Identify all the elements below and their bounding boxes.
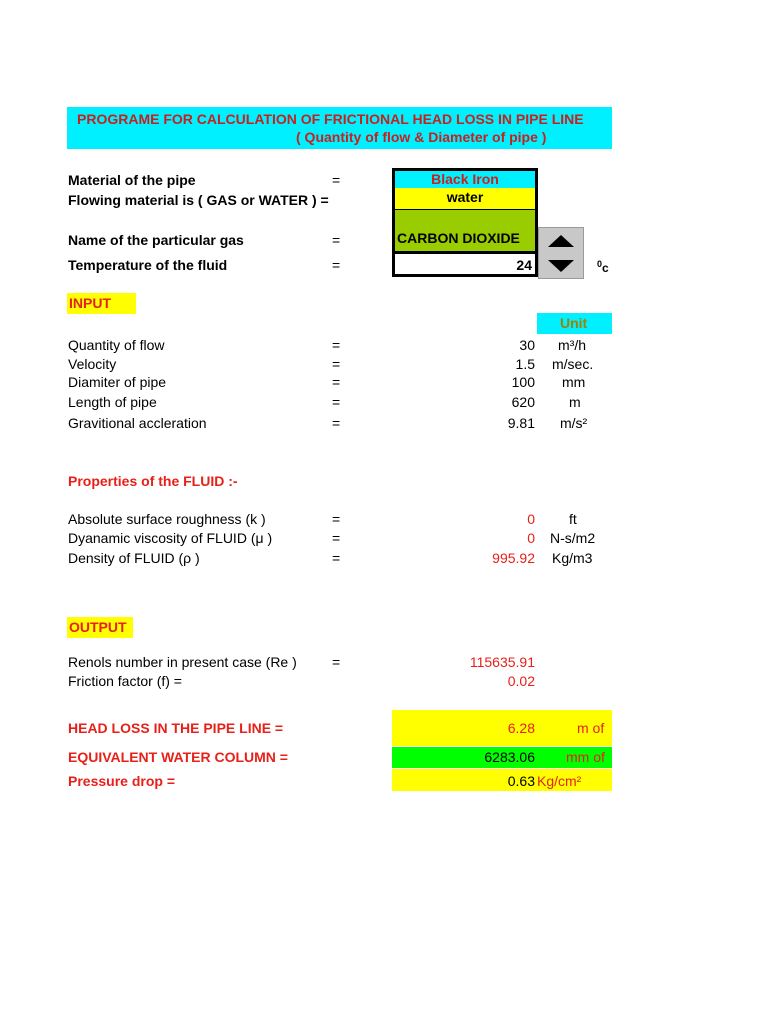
output-eq: = — [332, 654, 341, 670]
input-unit-gravity: m/s² — [560, 415, 588, 431]
gas-name-value: CARBON DIOXIDE — [397, 230, 520, 246]
input-label-velocity: Velocity — [68, 356, 117, 372]
triangle-down-icon — [548, 260, 574, 272]
input-eq: = — [332, 374, 341, 390]
material-value[interactable]: Black Iron — [392, 168, 538, 191]
material-label: Material of the pipe — [68, 172, 196, 188]
title-bar — [67, 107, 612, 149]
input-value-gravity[interactable]: 9.81 — [507, 415, 535, 431]
water-column-unit: mm of — [566, 749, 605, 765]
input-unit-diameter: mm — [562, 374, 586, 390]
input-eq: = — [332, 337, 341, 353]
input-heading: INPUT — [69, 295, 111, 311]
temperature-unit-text: c — [602, 261, 609, 275]
input-value-length[interactable]: 620 — [511, 394, 535, 410]
spin-up-button[interactable] — [539, 228, 583, 253]
input-label-flow: Quantity of flow — [68, 337, 165, 353]
flowing-material-label: Flowing material is ( GAS or WATER ) = — [68, 192, 329, 208]
input-value-flow[interactable]: 30 — [519, 337, 535, 353]
output-label-friction: Friction factor (f) = — [68, 673, 182, 689]
prop-value-roughness: 0 — [527, 511, 535, 527]
temperature-value: 24 — [516, 257, 532, 273]
flowing-material-value[interactable]: water — [392, 188, 538, 212]
water-column-value: 6283.06 — [484, 749, 535, 765]
temperature-field[interactable] — [392, 251, 538, 277]
prop-label-viscosity: Dyanamic viscosity of FLUID (μ ) — [68, 530, 273, 546]
output-label-reynolds: Renols number in present case (Re ) — [68, 654, 297, 670]
input-label-diameter: Diamiter of pipe — [68, 374, 167, 390]
input-label-gravity: Gravitional accleration — [68, 415, 207, 431]
input-value-velocity[interactable]: 1.5 — [515, 356, 535, 372]
input-eq: = — [332, 394, 341, 410]
output-value-friction: 0.02 — [507, 673, 535, 689]
page-subtitle: ( Quantity of flow & Diameter of pipe ) — [296, 129, 547, 145]
head-loss-value: 6.28 — [507, 720, 535, 736]
pressure-drop-value: 0.63 — [507, 773, 535, 789]
input-value-diameter[interactable]: 100 — [511, 374, 535, 390]
input-eq: = — [332, 415, 341, 431]
temperature-spinner[interactable] — [538, 227, 584, 279]
water-column-label: EQUIVALENT WATER COLUMN = — [68, 749, 288, 765]
prop-label-density: Density of FLUID (ρ ) — [68, 550, 200, 566]
input-eq: = — [332, 356, 341, 372]
prop-unit-roughness: ft — [569, 511, 577, 527]
page-title: PROGRAME FOR CALCULATION OF FRICTIONAL HEAD LOSS IN PIPE LINE — [77, 111, 584, 127]
gas-name-eq: = — [332, 232, 341, 248]
prop-eq: = — [332, 550, 341, 566]
properties-heading: Properties of the FLUID :- — [68, 473, 238, 489]
output-value-reynolds: 115635.91 — [469, 654, 535, 670]
input-label-length: Length of pipe — [68, 394, 157, 410]
prop-unit-density: Kg/m3 — [552, 550, 593, 566]
prop-value-viscosity: 0 — [527, 530, 535, 546]
input-unit-length: m — [569, 394, 581, 410]
prop-eq: = — [332, 530, 341, 546]
temperature-eq: = — [332, 257, 341, 273]
temperature-unit — [597, 259, 609, 275]
gas-name-box[interactable] — [392, 210, 538, 253]
head-loss-unit: m of — [577, 720, 605, 736]
prop-eq: = — [332, 511, 341, 527]
prop-value-density: 995.92 — [492, 550, 535, 566]
spin-down-button[interactable] — [539, 253, 583, 278]
temperature-unit-sup: 0 — [597, 259, 603, 269]
prop-label-roughness: Absolute surface roughness (k ) — [68, 511, 266, 527]
gas-name-label: Name of the particular gas — [68, 232, 244, 248]
output-heading: OUTPUT — [69, 619, 127, 635]
input-unit-flow: m³/h — [558, 337, 586, 353]
pressure-drop-unit: Kg/cm² — [537, 773, 582, 789]
head-loss-label: HEAD LOSS IN THE PIPE LINE = — [68, 720, 284, 736]
material-eq: = — [332, 172, 341, 188]
input-unit-velocity: m/sec. — [552, 356, 594, 372]
unit-header: Unit — [560, 315, 588, 331]
pressure-drop-label: Pressure drop = — [68, 773, 175, 789]
temperature-label: Temperature of the fluid — [68, 257, 228, 273]
prop-unit-viscosity: N-s/m2 — [550, 530, 596, 546]
triangle-up-icon — [548, 235, 574, 247]
